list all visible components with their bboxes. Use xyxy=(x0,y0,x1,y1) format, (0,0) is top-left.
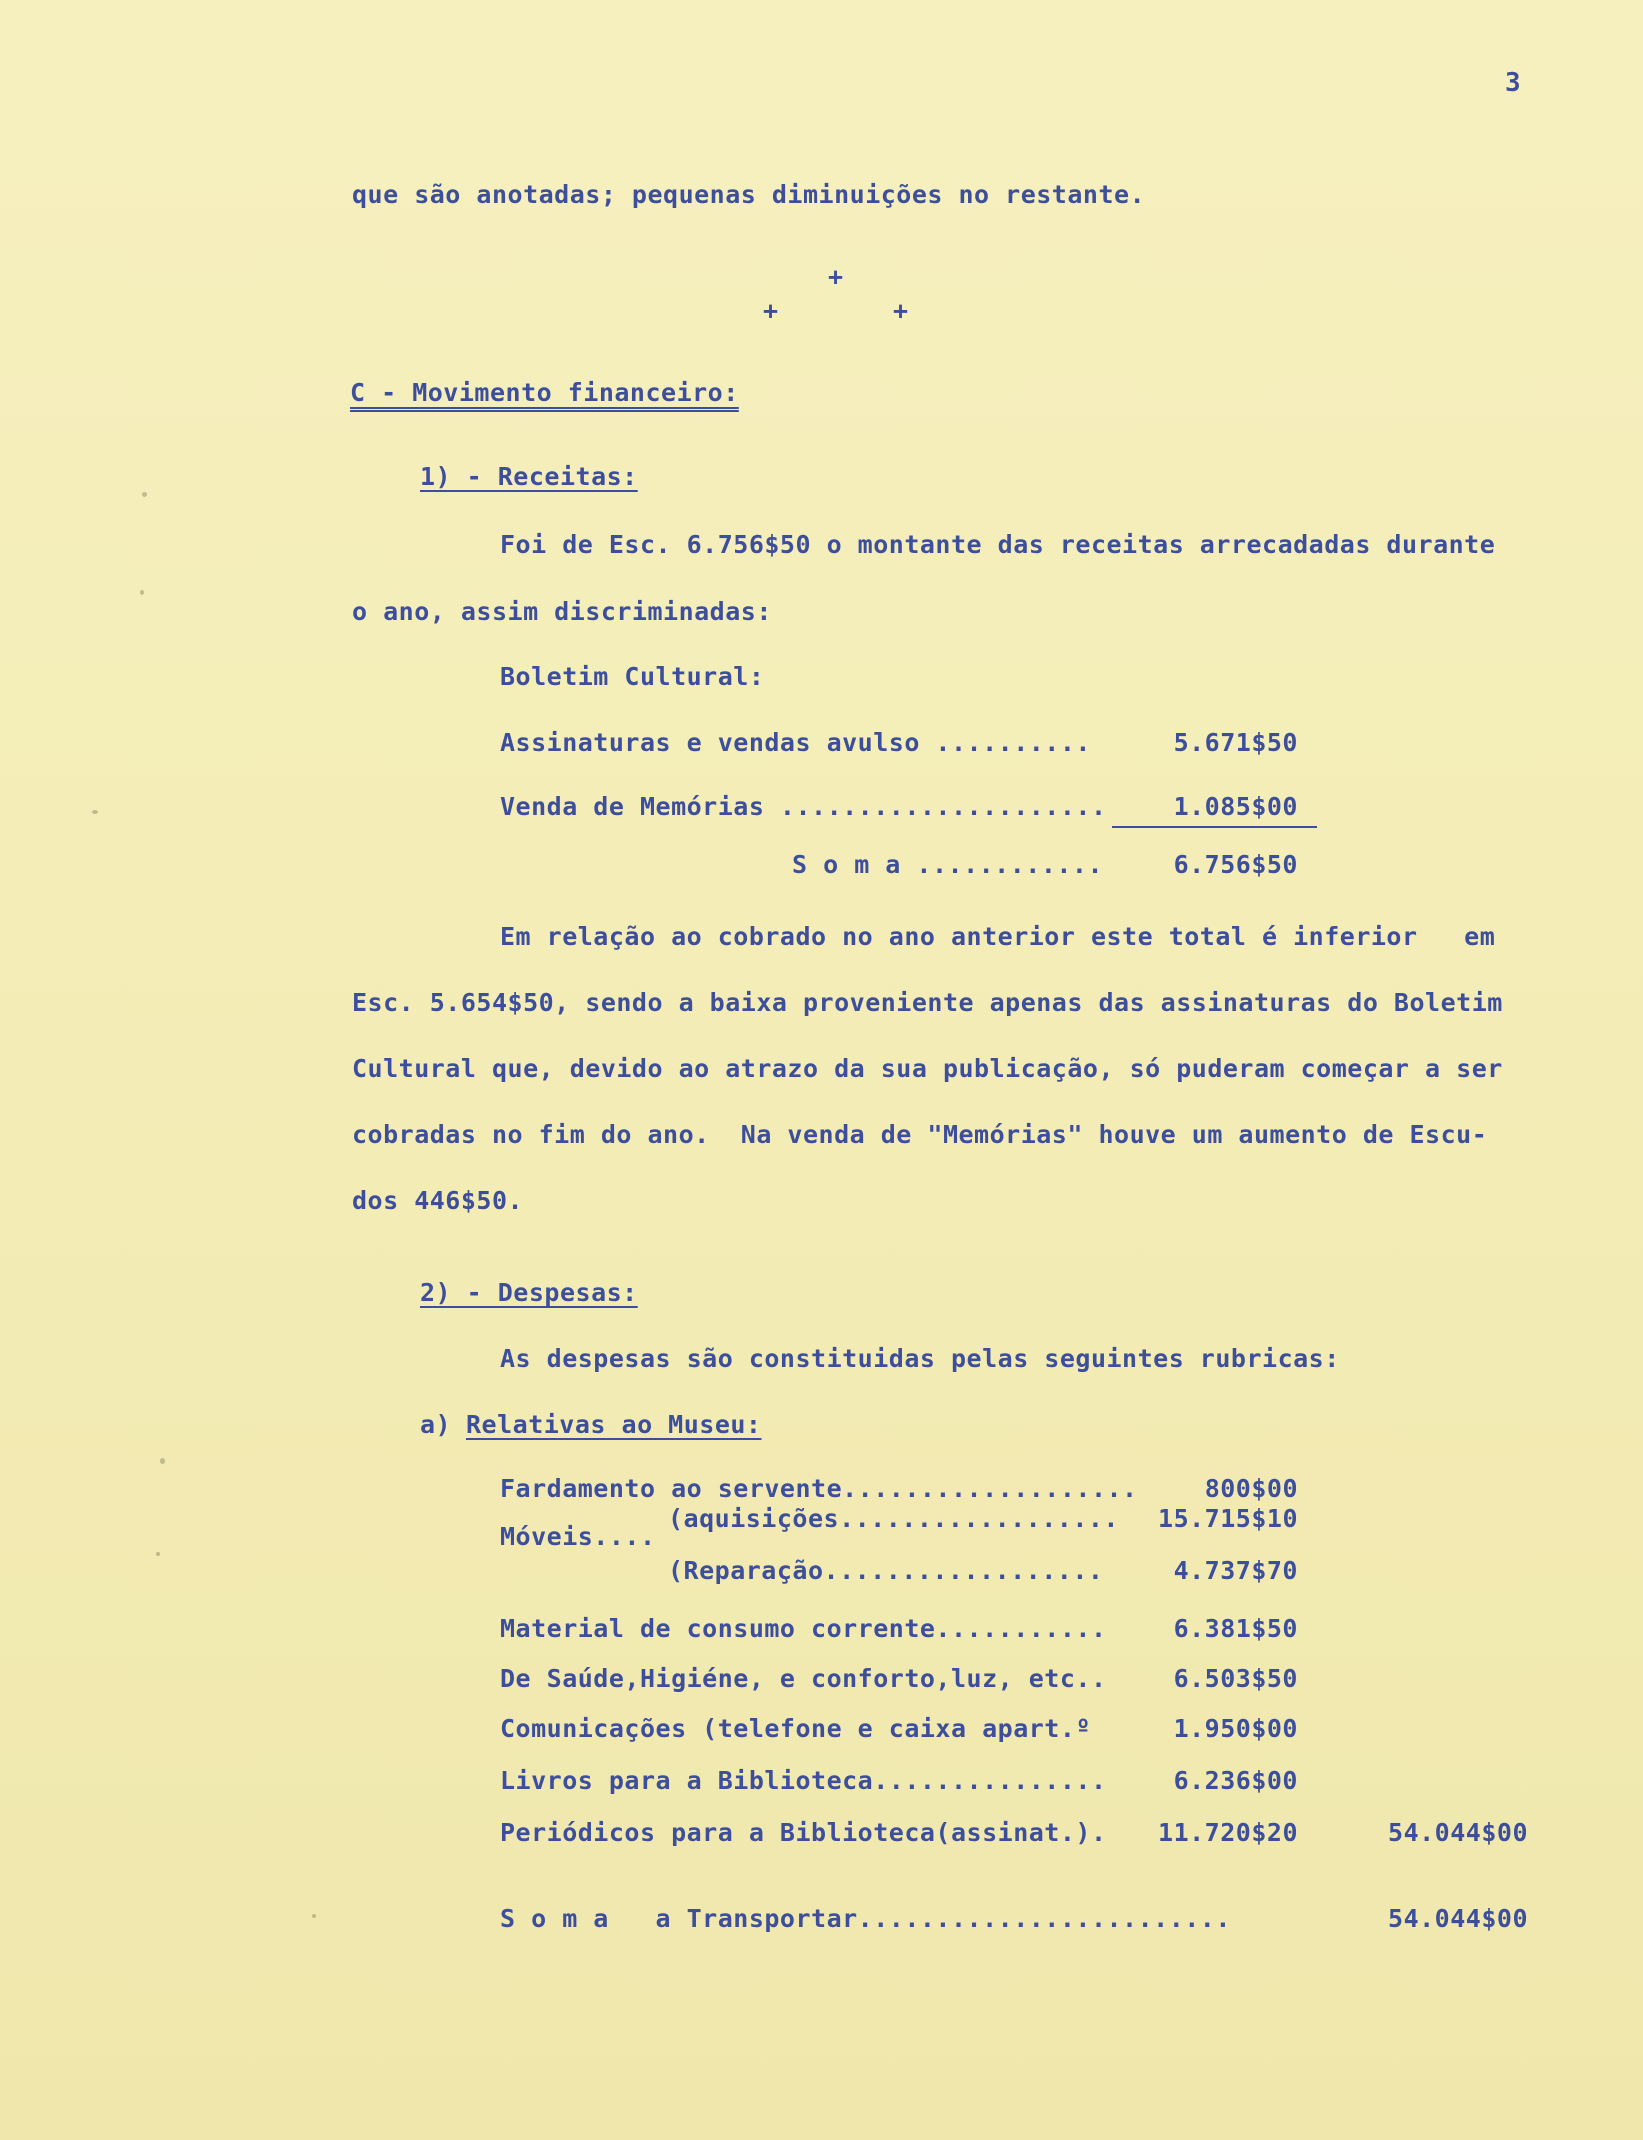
paper-speck xyxy=(156,1552,160,1556)
expense-amount: 6.503$50 xyxy=(1173,1664,1298,1693)
moveis-item-label: (aquisições.................. xyxy=(668,1504,1119,1533)
sub-a-prefix: a) xyxy=(420,1410,467,1439)
comment-line: Esc. 5.654$50, sendo a baixa proveniente apenas das assinaturas do Boletim xyxy=(352,988,1503,1017)
receitas-sum-amount: 6.756$50 xyxy=(1173,850,1298,879)
expense-label: Comunicações (telefone e caixa apart.º xyxy=(500,1714,1091,1743)
moveis-label: Móveis.... xyxy=(500,1522,656,1551)
moveis-item-amount: 15.715$10 xyxy=(1158,1504,1298,1533)
subtotal-rule xyxy=(1112,826,1317,828)
paper-speck xyxy=(160,1458,165,1464)
boletim-subheading: Boletim Cultural: xyxy=(500,662,765,691)
sub-a-label: Relativas ao Museu: xyxy=(466,1410,762,1439)
expense-label: Periódicos para a Biblioteca(assinat.). xyxy=(500,1818,1107,1847)
separator-left: + xyxy=(763,296,779,325)
paper-speck xyxy=(142,492,147,497)
comment-line: Em relação ao cobrado no ano anterior este total é inferior em xyxy=(500,922,1496,951)
expense-label: De Saúde,Higiéne, e conforto,luz, etc.. xyxy=(500,1664,1107,1693)
moveis-item-amount: 4.737$70 xyxy=(1173,1556,1298,1585)
receitas-row-amount: 1.085$00 xyxy=(1173,792,1298,821)
expense-amount: 6.381$50 xyxy=(1173,1614,1298,1643)
despesas-intro: As despesas são constituidas pelas seguintes rubricas: xyxy=(500,1344,1340,1373)
expense-total: 54.044$00 xyxy=(1388,1818,1528,1847)
receitas-paragraph-line-2: o ano, assim discriminadas: xyxy=(352,597,772,626)
carry-forward-amount: 54.044$00 xyxy=(1388,1904,1528,1933)
receitas-row-label: Venda de Memórias ..................... xyxy=(500,792,1107,821)
receitas-paragraph-line-1: Foi de Esc. 6.756$50 o montante das receitas arrecadadas durante xyxy=(500,530,1496,559)
expense-amount: 6.236$00 xyxy=(1173,1766,1298,1795)
separator-top: + xyxy=(828,262,844,291)
intro-line: que são anotadas; pequenas diminuições no restante. xyxy=(352,180,1146,209)
expense-label: Fardamento ao servente................... xyxy=(500,1474,1138,1503)
paper-speck xyxy=(92,810,98,814)
receitas-row-label: Assinaturas e vendas avulso .......... xyxy=(500,728,1091,757)
paper-speck xyxy=(140,590,144,595)
comment-line: Cultural que, devido ao atrazo da sua publicação, só puderam começar a ser xyxy=(352,1054,1503,1083)
expense-label: Material de consumo corrente........... xyxy=(500,1614,1107,1643)
comment-line: cobradas no fim do ano. Na venda de "Memórias" houve um aumento de Escu- xyxy=(352,1120,1488,1149)
expense-amount: 800$00 xyxy=(1204,1474,1298,1503)
expense-amount: 1.950$00 xyxy=(1173,1714,1298,1743)
despesas-heading: 2) - Despesas: xyxy=(420,1278,638,1307)
expense-label: Livros para a Biblioteca............... xyxy=(500,1766,1107,1795)
page-number: 3 xyxy=(1505,68,1522,98)
receitas-row-amount: 5.671$50 xyxy=(1173,728,1298,757)
moveis-item-label: (Reparação.................. xyxy=(668,1556,1104,1585)
receitas-heading: 1) - Receitas: xyxy=(420,462,638,491)
carry-forward-label: S o m a a Transportar........................ xyxy=(500,1904,1231,1933)
paper-speck xyxy=(312,1914,316,1918)
section-c-title: C - Movimento financeiro: xyxy=(350,378,739,407)
expense-amount: 11.720$20 xyxy=(1158,1818,1298,1847)
separator-right: + xyxy=(893,296,909,325)
comment-line: dos 446$50. xyxy=(352,1186,524,1215)
receitas-sum-label: S o m a ............ xyxy=(792,850,1104,879)
